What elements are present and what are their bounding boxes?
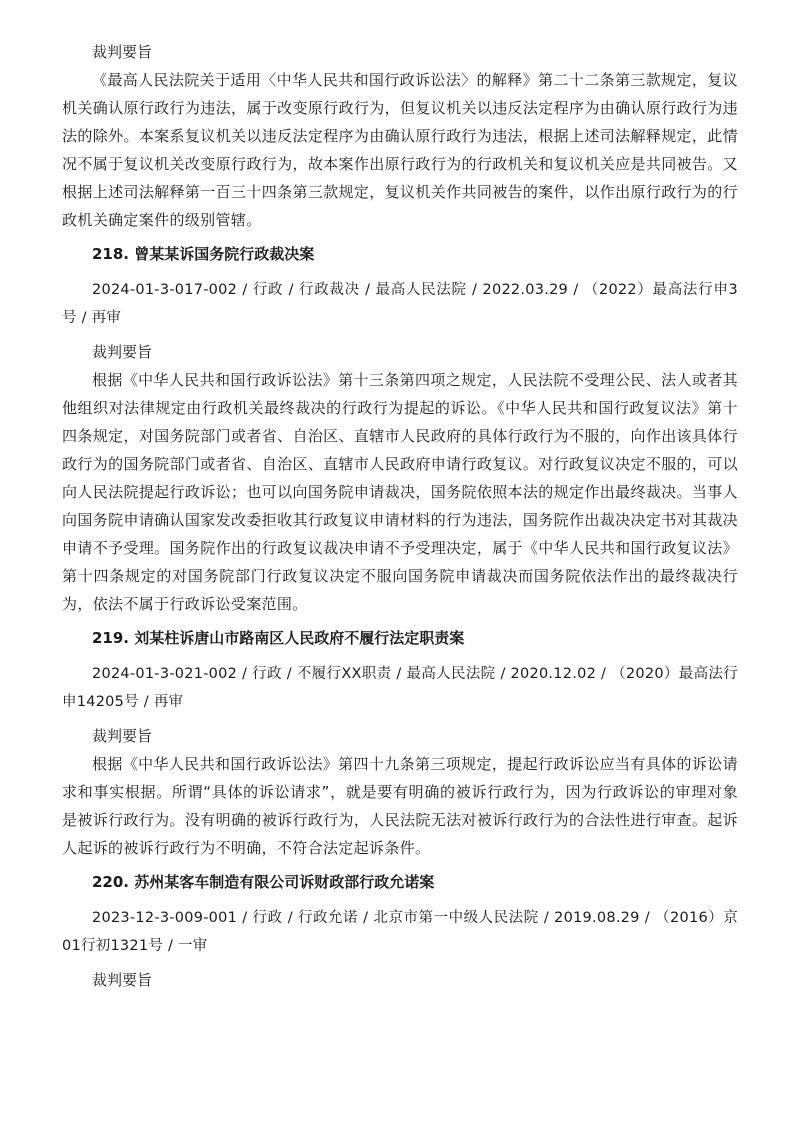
section-label: 裁判要旨 bbox=[92, 343, 153, 361]
document-page bbox=[62, 38, 738, 994]
case-meta: 2024-01-3-021-002 / 行政 / 不履行XX职责 / 最高人民法院 / 2020.12.02 / （2020）最高法行申14205号 / 再审 bbox=[62, 666, 738, 710]
case-meta: 2023-12-3-009-001 / 行政 / 行政允诺 / 北京市第一中级人民法院 / 2019.08.29 / （2016）京01行初1321号 / 一审 bbox=[62, 910, 738, 954]
holding-paragraph: 根据《中华人民共和国行政诉讼法》第四十九条第三项规定，提起行政诉讼应当有具体的诉讼请求和事实根据。所谓“具体的诉讼请求”，就是要有明确的被诉行政行为，因为行政诉讼的审理对象是被诉行政行为。没有明确的被诉行政行为，人民法院无法对被诉行政行为的合法性进行审查。起诉人起诉的被诉行政行为不明确，不符合法定起诉条件。 bbox=[62, 755, 738, 857]
section-label: 裁判要旨 bbox=[92, 727, 153, 745]
holding-paragraph: 《最高人民法院关于适用〈中华人民共和国行政诉讼法〉的解释》第二十二条第三款规定，复议机关确认原行政行为违法，属于改变原行政行为，但复议机关以违反法定程序为由确认原行政行为违法的除外。本案系复议机关以违反法定程序为由确认原行政行为违法，根据上述司法解释规定，此情况不属于复议机关改变原行政行为，故本案作出原行政行为的行政机关和复议机关应是共同被告。又根据上述司法解释第一百三十四条第三款规定，复议机关作共同被告的案件，以作出原行政行为的行政机关确定案件的级别管辖。 bbox=[62, 71, 738, 229]
case-entry bbox=[62, 868, 738, 994]
section-label: 裁判要旨 bbox=[92, 971, 153, 989]
case-meta: 2024-01-3-017-002 / 行政 / 行政裁决 / 最高人民法院 / 2022.03.29 / （2022）最高法行申3号 / 再审 bbox=[62, 282, 738, 326]
section-label: 裁判要旨 bbox=[92, 43, 153, 61]
case-entry bbox=[62, 240, 738, 618]
case-title: 219. 刘某柱诉唐山市路南区人民政府不履行法定职责案 bbox=[92, 629, 465, 647]
case-title: 218. 曾某某诉国务院行政裁决案 bbox=[92, 245, 315, 263]
holding-paragraph: 根据《中华人民共和国行政诉讼法》第十三条第四项之规定，人民法院不受理公民、法人或者其他组织对法律规定由行政机关最终裁决的行政行为提起的诉讼。《中华人民共和国行政复议法》第十四条规定，对国务院部门或者省、自治区、直辖市人民政府的具体行政行为不服的，向作出该具体行政行为的国务院部门或者省、自治区、直辖市人民政府申请行政复议。对行政复议决定不服的，可以向人民法院提起行政诉讼；也可以向国务院申请裁决，国务院依照本法的规定作出最终裁决。当事人向国务院申请确认国家发改委拒收其行政复议申请材料的行为违法，国务院作出裁决决定书对其裁决申请不予受理。国务院作出的行政复议裁决申请不予受理决定，属于《中华人民共和国行政复议法》第十四条规定的对国务院部门行政复议决定不服向国务院申请裁决而国务院依法作出的最终裁决行为，依法不属于行政诉讼受案范围。 bbox=[62, 371, 738, 613]
case-entry bbox=[62, 624, 738, 862]
case-title: 220. 苏州某客车制造有限公司诉财政部行政允诺案 bbox=[92, 873, 435, 891]
